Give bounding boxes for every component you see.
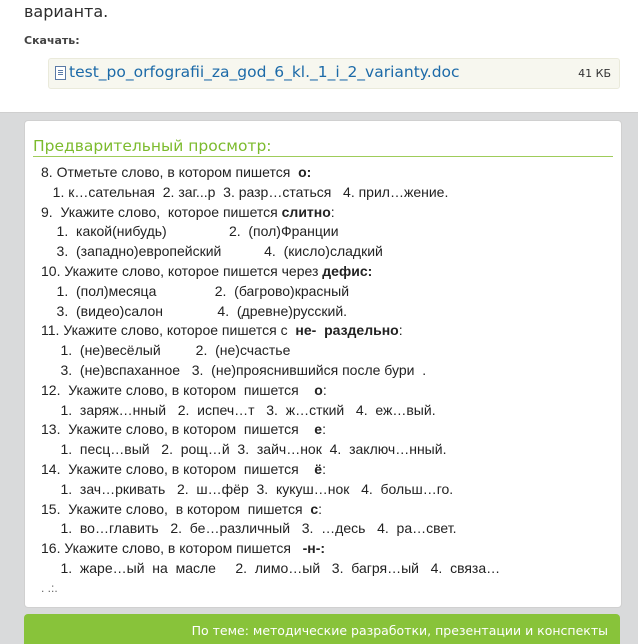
question-line: 15. Укажите слово, в котором пишется с: (41, 500, 323, 517)
file-download-link[interactable]: test_po_orfografii_za_god_6_kl._1_i_2_varianty.doc (69, 63, 460, 81)
question-line: 12. Укажите слово, в котором пишется о: (41, 381, 327, 398)
truncation-mark: . .:. (41, 580, 58, 595)
preview-divider (33, 156, 613, 157)
file-size: 41 КБ (578, 67, 611, 80)
question-line: 13. Укажите слово, в котором пишется е: (41, 421, 326, 438)
file-info-card (0, 0, 638, 113)
intro-text: варианта. (24, 2, 109, 21)
related-topics-label[interactable]: По теме: методические разработки, презентации и конспекты (191, 623, 608, 638)
question-line: 11. Укажите слово, которое пишется с не- раздельно: (41, 322, 403, 339)
question-line: 8. Отметьте слово, в котором пишется о: (41, 164, 312, 180)
question-line: 14. Укажите слово, в котором пишется ё: (41, 460, 326, 477)
answer-line: 1. какой(нибудь) 2. (пол)Франции (41, 223, 339, 240)
document-preview (41, 163, 611, 599)
preview-panel[interactable] (24, 120, 622, 608)
question-line: 16. Укажите слово, в котором пишется -н-: (41, 540, 326, 557)
answer-line: 1. песц…вый 2. рощ…й 3. зайч…нок 4. заключ…нный. (41, 441, 447, 458)
answer-line: 1. жаре…ый на масле 2. лимо…ый 3. багря…ый 4. связа… (41, 559, 501, 576)
doc-file-icon (55, 66, 66, 80)
download-file-box[interactable] (48, 58, 620, 89)
answer-line: 3. (видео)салон 4. (древне)русский. (41, 302, 348, 319)
answer-line: 1. зач…ркивать 2. ш…фёр 3. кукуш…нок 4. больш…го. (41, 480, 454, 497)
download-label: Скачать: (24, 34, 80, 47)
question-line: 9. Укажите слово, которое пишется слитно: (41, 203, 335, 220)
answer-line: 1. во…главить 2. бе…различный 3. …десь 4. ра…свет. (41, 520, 457, 537)
answer-line: 1. (не)весёлый 2. (не)счастье (41, 342, 291, 359)
question-line: 10. Укажите слово, которое пишется через дефис: (41, 262, 373, 279)
answer-line: 1. заряж…нный 2. испеч…т 3. ж…сткий 4. еж…вый. (41, 401, 436, 418)
answer-line: 1. (пол)месяца 2. (багрово)красный (41, 282, 350, 299)
answer-line: 3. (западно)европейский 4. (кисло)сладкий (41, 243, 383, 260)
answer-line: 3. (не)вспаханное 3. (не)прояснившийся после бури . (41, 361, 427, 378)
answer-line: 1. к…сательная 2. заг...р 3. разр…статься 4. прил…жение. (41, 183, 449, 200)
preview-title: Предварительный просмотр: (33, 137, 272, 155)
